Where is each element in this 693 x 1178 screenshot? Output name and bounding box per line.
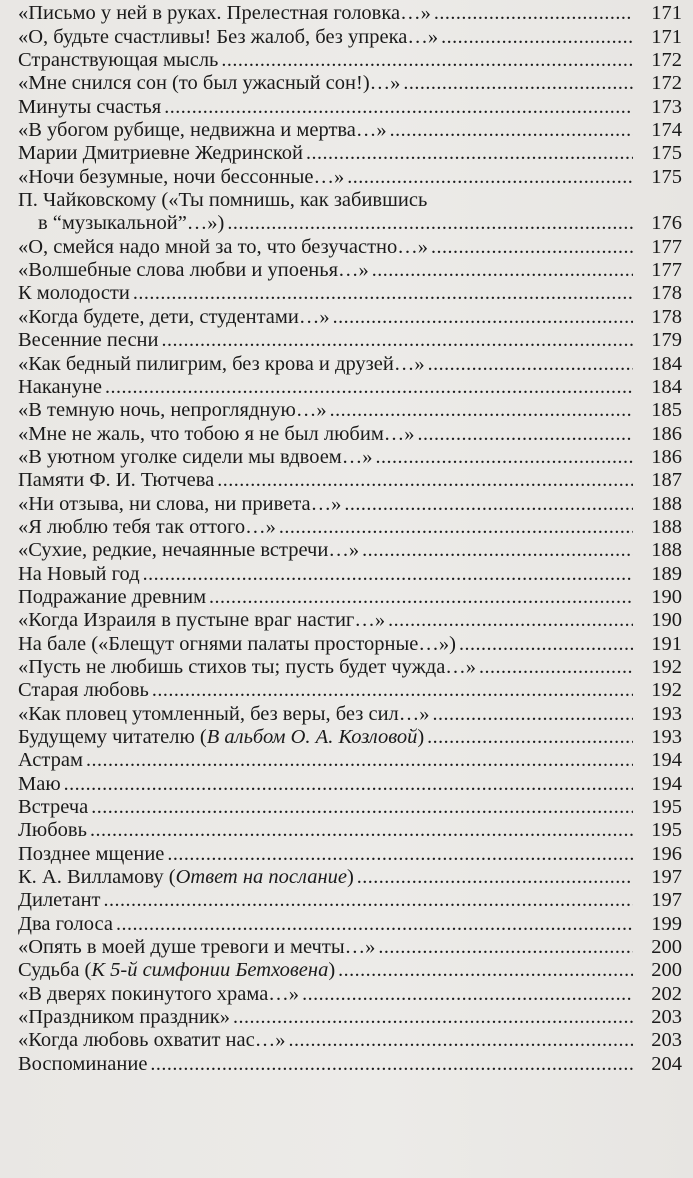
toc-entry bbox=[18, 819, 682, 842]
toc-entry-title bbox=[18, 563, 140, 586]
toc-entry-page-number: 195 bbox=[651, 796, 682, 819]
toc-entry bbox=[18, 982, 682, 1005]
toc-entry-title-text: Странствующая мысль bbox=[18, 49, 219, 72]
dot-leader bbox=[90, 819, 633, 842]
dot-leader bbox=[306, 142, 633, 165]
toc-entry-page-number: 184 bbox=[651, 375, 682, 398]
toc-entry-title bbox=[18, 166, 344, 189]
toc-entry-title bbox=[18, 749, 83, 772]
toc-entry-title-text: «Как пловец утомленный, без веры, без сил…» bbox=[18, 702, 430, 725]
toc-entry-title bbox=[18, 703, 430, 726]
dot-leader bbox=[302, 983, 633, 1006]
toc-entry-title-text: «Пусть не любишь стихов ты; пусть будет чужда…» bbox=[18, 655, 477, 678]
table-of-contents bbox=[18, 2, 682, 1076]
toc-entry-page-number: 204 bbox=[651, 1052, 682, 1075]
dot-leader bbox=[338, 959, 633, 982]
toc-entry-title bbox=[18, 423, 415, 446]
toc-entry-title bbox=[18, 913, 113, 936]
toc-entry bbox=[18, 656, 682, 679]
toc-entry-title-text: «Я люблю тебя так оттого…» bbox=[18, 515, 276, 538]
toc-entry-page-number: 184 bbox=[651, 352, 682, 375]
toc-entry-title-text: Маю bbox=[18, 772, 61, 795]
toc-entry-title bbox=[18, 119, 387, 142]
dot-leader bbox=[162, 329, 634, 352]
dot-leader bbox=[105, 376, 633, 399]
toc-entry-page-number: 187 bbox=[651, 469, 682, 492]
toc-entry-title bbox=[18, 656, 476, 679]
toc-entry-page-number: 185 bbox=[651, 399, 682, 422]
dot-leader bbox=[441, 26, 633, 49]
dot-leader bbox=[150, 1053, 633, 1076]
dot-leader bbox=[372, 259, 633, 282]
toc-entry bbox=[18, 165, 682, 188]
dot-leader bbox=[209, 586, 633, 609]
dot-leader bbox=[152, 679, 633, 702]
toc-entry-title-suffix: ) bbox=[328, 959, 336, 982]
toc-entry bbox=[18, 259, 682, 282]
toc-entry-page-number: 200 bbox=[651, 936, 682, 959]
dot-leader bbox=[433, 703, 633, 726]
dot-leader bbox=[427, 726, 633, 749]
toc-entry-page-number: 172 bbox=[651, 72, 682, 95]
toc-entry bbox=[18, 842, 682, 865]
toc-entry-title-text: На бале («Блещут огнями палаты просторные…») bbox=[18, 632, 456, 655]
dot-leader bbox=[403, 72, 633, 95]
toc-entry-title-suffix: ) bbox=[346, 866, 354, 889]
toc-entry bbox=[18, 49, 682, 72]
toc-entry-title bbox=[18, 282, 130, 305]
toc-entry-continuation-line bbox=[18, 212, 682, 235]
toc-entry bbox=[18, 235, 682, 258]
dot-leader bbox=[378, 936, 633, 959]
toc-entry-page-number: 186 bbox=[651, 422, 682, 445]
dot-leader bbox=[91, 796, 633, 819]
toc-entry-continuation: в “музыкальной”…») bbox=[38, 212, 225, 235]
toc-entry-title-text: Любовь bbox=[18, 819, 87, 842]
dot-leader bbox=[133, 282, 633, 305]
toc-entry-title-text: Накануне bbox=[18, 375, 102, 398]
toc-entry-title-text: «Письмо у ней в руках. Прелестная головка…» bbox=[18, 2, 431, 25]
toc-entry bbox=[18, 189, 682, 236]
dot-leader bbox=[217, 469, 633, 492]
toc-entry-title-text: «Как бедный пилигрим, без крова и друзей…» bbox=[18, 352, 425, 375]
toc-entry-page-number: 190 bbox=[651, 585, 682, 608]
dot-leader bbox=[344, 493, 633, 516]
toc-entry-title bbox=[18, 726, 424, 749]
toc-entry-title-text: «В дверях покинутого храма…» bbox=[18, 982, 300, 1005]
toc-entry-title bbox=[18, 586, 206, 609]
toc-entry bbox=[18, 586, 682, 609]
dot-leader bbox=[362, 539, 633, 562]
dot-leader bbox=[227, 212, 633, 235]
dot-leader bbox=[428, 353, 633, 376]
toc-entry-title-text: Старая любовь bbox=[18, 679, 149, 702]
toc-entry bbox=[18, 142, 682, 165]
toc-entry bbox=[18, 1006, 682, 1029]
toc-entry-title bbox=[18, 889, 101, 912]
dot-leader bbox=[459, 633, 633, 656]
toc-entry-page-number: 186 bbox=[651, 445, 682, 468]
toc-entry-page-number: 196 bbox=[651, 842, 682, 865]
toc-entry bbox=[18, 119, 682, 142]
toc-entry-title bbox=[18, 96, 161, 119]
toc-entry-title-suffix: ) bbox=[417, 726, 425, 748]
toc-entry-page-number: 178 bbox=[651, 305, 682, 328]
toc-entry-title bbox=[18, 329, 159, 352]
toc-entry-page-number: 189 bbox=[651, 562, 682, 585]
toc-entry-title-text: П. Чайковскому («Ты помнишь, как забившись bbox=[18, 188, 428, 211]
toc-entry-title-text: «Волшебные слова любви и упоенья…» bbox=[18, 259, 369, 282]
toc-entry-title bbox=[18, 306, 330, 329]
toc-entry bbox=[18, 329, 682, 352]
toc-entry-title bbox=[18, 959, 335, 982]
toc-entry-page-number: 177 bbox=[651, 259, 682, 282]
toc-entry-title bbox=[18, 189, 427, 211]
toc-entry-title-text: «Мне снился сон (то был ужасный сон!)…» bbox=[18, 72, 401, 95]
toc-entry bbox=[18, 726, 682, 749]
toc-entry bbox=[18, 609, 682, 632]
toc-entry-page-number: 191 bbox=[651, 632, 682, 655]
toc-entry bbox=[18, 702, 682, 725]
toc-entry-title bbox=[18, 469, 214, 492]
toc-entry-page-number: 192 bbox=[651, 679, 682, 702]
dot-leader bbox=[86, 749, 633, 772]
dot-leader bbox=[167, 843, 633, 866]
toc-entry-title-text: «Сухие, редкие, нечаянные встречи…» bbox=[18, 539, 360, 562]
toc-entry bbox=[18, 772, 682, 795]
toc-entry bbox=[18, 446, 682, 469]
toc-entry-page-number: 202 bbox=[651, 982, 682, 1005]
toc-entry-page-number: 188 bbox=[651, 539, 682, 562]
toc-entry-title-text: «В темную ночь, непроглядную…» bbox=[18, 399, 327, 422]
dot-leader bbox=[357, 866, 633, 889]
toc-entry-title bbox=[18, 26, 438, 49]
toc-entry-page-number: 177 bbox=[651, 235, 682, 258]
toc-entry-page-number: 179 bbox=[651, 329, 682, 352]
toc-entry-title bbox=[18, 493, 341, 516]
toc-entry-page-number: 195 bbox=[651, 819, 682, 842]
dot-leader bbox=[376, 446, 633, 469]
toc-entry-title-text: «Опять в моей душе тревоги и мечты…» bbox=[18, 936, 376, 959]
toc-entry-title bbox=[18, 516, 276, 539]
toc-entry bbox=[18, 282, 682, 305]
toc-entry-page-number: 203 bbox=[651, 1006, 682, 1029]
toc-entry-page-number: 188 bbox=[651, 492, 682, 515]
toc-entry-title-text: На Новый год bbox=[18, 562, 140, 585]
toc-entry-page-number: 176 bbox=[651, 212, 682, 235]
toc-entry-page-number: 174 bbox=[651, 119, 682, 142]
toc-entry-title bbox=[18, 72, 400, 95]
toc-entry bbox=[18, 516, 682, 539]
dot-leader bbox=[104, 889, 633, 912]
toc-entry-page-number: 175 bbox=[651, 142, 682, 165]
toc-entry-title-text: «Мне не жаль, что тобою я не был любим…» bbox=[18, 422, 415, 445]
toc-entry-title-text: К. А. Вилламову ( bbox=[18, 866, 176, 889]
toc-entry-title-text: Подражание древним bbox=[18, 585, 207, 608]
toc-entry-title-text: «Праздником праздник» bbox=[18, 1006, 231, 1029]
toc-entry-title bbox=[18, 259, 369, 282]
toc-entry-page-number: 197 bbox=[651, 866, 682, 889]
toc-entry bbox=[18, 912, 682, 935]
toc-entry-page-number: 199 bbox=[651, 912, 682, 935]
dot-leader bbox=[330, 399, 633, 422]
toc-entry-page-number: 192 bbox=[651, 655, 682, 678]
toc-entry-title-text: К молодости bbox=[18, 282, 130, 305]
toc-entry bbox=[18, 25, 682, 48]
dot-leader bbox=[431, 236, 633, 259]
toc-entry bbox=[18, 866, 682, 889]
toc-entry-page-number: 193 bbox=[651, 702, 682, 725]
toc-entry-title bbox=[18, 633, 456, 656]
toc-entry-page-number: 200 bbox=[651, 959, 682, 982]
toc-entry-title-text: Минуты счастья bbox=[18, 95, 162, 118]
toc-entry-title-text: «Ни отзыва, ни слова, ни привета…» bbox=[18, 492, 342, 515]
toc-entry bbox=[18, 352, 682, 375]
toc-entry bbox=[18, 632, 682, 655]
dot-leader bbox=[347, 166, 633, 189]
dot-leader bbox=[221, 49, 633, 72]
toc-entry-title bbox=[18, 353, 425, 376]
toc-entry-title bbox=[18, 819, 87, 842]
toc-entry-title-text: Будущему читателю ( bbox=[18, 726, 207, 748]
toc-entry-title bbox=[18, 539, 359, 562]
dot-leader bbox=[479, 656, 633, 679]
toc-entry-title bbox=[18, 936, 375, 959]
dot-leader bbox=[233, 1006, 633, 1029]
dot-leader bbox=[333, 306, 633, 329]
toc-entry-title-text: «Когда будете, дети, студентами…» bbox=[18, 305, 330, 328]
toc-entry-title-text: «Когда Израиля в пустыне враг настиг…» bbox=[18, 609, 386, 632]
toc-entry-page-number: 172 bbox=[651, 49, 682, 72]
toc-entry-title bbox=[18, 399, 327, 422]
toc-entry-page-number: 193 bbox=[651, 726, 682, 748]
toc-entry-title-text: Астрам bbox=[18, 749, 83, 772]
toc-entry-page-number: 171 bbox=[651, 25, 682, 48]
dot-leader bbox=[143, 563, 633, 586]
toc-entry-page-number: 197 bbox=[651, 889, 682, 912]
dot-leader bbox=[279, 516, 633, 539]
toc-entry bbox=[18, 539, 682, 562]
toc-entry-title-text: «О, смейся надо мной за то, что безучастно…» bbox=[18, 235, 429, 258]
toc-entry-title bbox=[18, 773, 61, 796]
toc-entry-page-number: 188 bbox=[651, 515, 682, 538]
toc-entry bbox=[18, 72, 682, 95]
dot-leader bbox=[116, 913, 633, 936]
toc-entry-page-number: 178 bbox=[651, 282, 682, 305]
toc-entry-title-italic: Ответ на послание bbox=[175, 866, 347, 889]
toc-entry-page-number: 173 bbox=[651, 95, 682, 118]
toc-entry-title bbox=[18, 1006, 230, 1029]
dot-leader bbox=[418, 423, 633, 446]
toc-entry bbox=[18, 376, 682, 399]
toc-entry-title bbox=[18, 983, 299, 1006]
toc-entry-title bbox=[18, 236, 428, 259]
toc-entry bbox=[18, 2, 682, 25]
toc-entry-title bbox=[18, 866, 354, 889]
toc-entry-title-italic: В альбом О. А. Козловой bbox=[206, 726, 418, 748]
toc-entry-title bbox=[18, 796, 88, 819]
toc-entry bbox=[18, 305, 682, 328]
toc-entry-title bbox=[18, 609, 385, 632]
toc-entry-page-number: 203 bbox=[651, 1029, 682, 1052]
toc-entry-title-text: Два голоса bbox=[18, 912, 113, 935]
toc-entry bbox=[18, 749, 682, 772]
dot-leader bbox=[390, 119, 633, 142]
dot-leader bbox=[64, 773, 633, 796]
dot-leader bbox=[288, 1029, 633, 1052]
toc-entry-title-text: Встреча bbox=[18, 796, 89, 819]
toc-entry-title-text: Позднее мщение bbox=[18, 842, 165, 865]
toc-entry bbox=[18, 95, 682, 118]
toc-entry-title bbox=[18, 376, 102, 399]
toc-entry bbox=[18, 936, 682, 959]
toc-entry-title bbox=[18, 49, 218, 72]
toc-entry bbox=[18, 469, 682, 492]
toc-entry-title bbox=[18, 142, 303, 165]
toc-entry-first-line bbox=[18, 189, 682, 212]
toc-entry bbox=[18, 1052, 682, 1075]
toc-entry-title bbox=[18, 679, 149, 702]
toc-entry bbox=[18, 679, 682, 702]
toc-entry-title-italic: К 5-й симфонии Бетховена bbox=[91, 959, 329, 982]
toc-entry-title bbox=[18, 1053, 147, 1076]
toc-entry-title-text: Воспоминание bbox=[18, 1052, 148, 1075]
toc-entry-title-text: «В убогом рубище, недвижна и мертва…» bbox=[18, 119, 387, 142]
toc-entry bbox=[18, 959, 682, 982]
dot-leader bbox=[164, 96, 633, 119]
toc-entry-page-number: 190 bbox=[651, 609, 682, 632]
toc-entry bbox=[18, 399, 682, 422]
dot-leader bbox=[388, 609, 633, 632]
toc-entry-title-text: «О, будьте счастливы! Без жалоб, без упрека…» bbox=[18, 25, 439, 48]
toc-entry bbox=[18, 562, 682, 585]
toc-entry-page-number: 175 bbox=[651, 165, 682, 188]
toc-entry-title-text: Дилетант bbox=[18, 889, 101, 912]
toc-entry-title-text: Весенние песни bbox=[18, 329, 159, 352]
toc-entry-page-number: 194 bbox=[651, 749, 682, 772]
toc-entry bbox=[18, 796, 682, 819]
toc-entry-page-number: 171 bbox=[651, 2, 682, 25]
toc-entry-title bbox=[18, 843, 164, 866]
toc-entry-title-text: Марии Дмитриевне Жедринской bbox=[18, 142, 303, 165]
toc-entry-title-text: «Когда любовь охватит нас…» bbox=[18, 1029, 286, 1052]
toc-entry bbox=[18, 1029, 682, 1052]
toc-entry bbox=[18, 422, 682, 445]
dot-leader bbox=[434, 2, 633, 25]
toc-entry bbox=[18, 889, 682, 912]
toc-entry-title bbox=[18, 446, 373, 469]
toc-entry-title-text: Памяти Ф. И. Тютчева bbox=[18, 469, 215, 492]
toc-entry-page-number: 194 bbox=[651, 772, 682, 795]
toc-entry bbox=[18, 492, 682, 515]
toc-entry-title-text: Судьба ( bbox=[18, 959, 92, 982]
toc-entry-title-text: «Ночи безумные, ночи бессонные…» bbox=[18, 165, 345, 188]
toc-entry-title-text: «В уютном уголке сидели мы вдвоем…» bbox=[18, 445, 373, 468]
toc-entry-title bbox=[18, 2, 431, 25]
toc-entry-title bbox=[18, 1029, 285, 1052]
